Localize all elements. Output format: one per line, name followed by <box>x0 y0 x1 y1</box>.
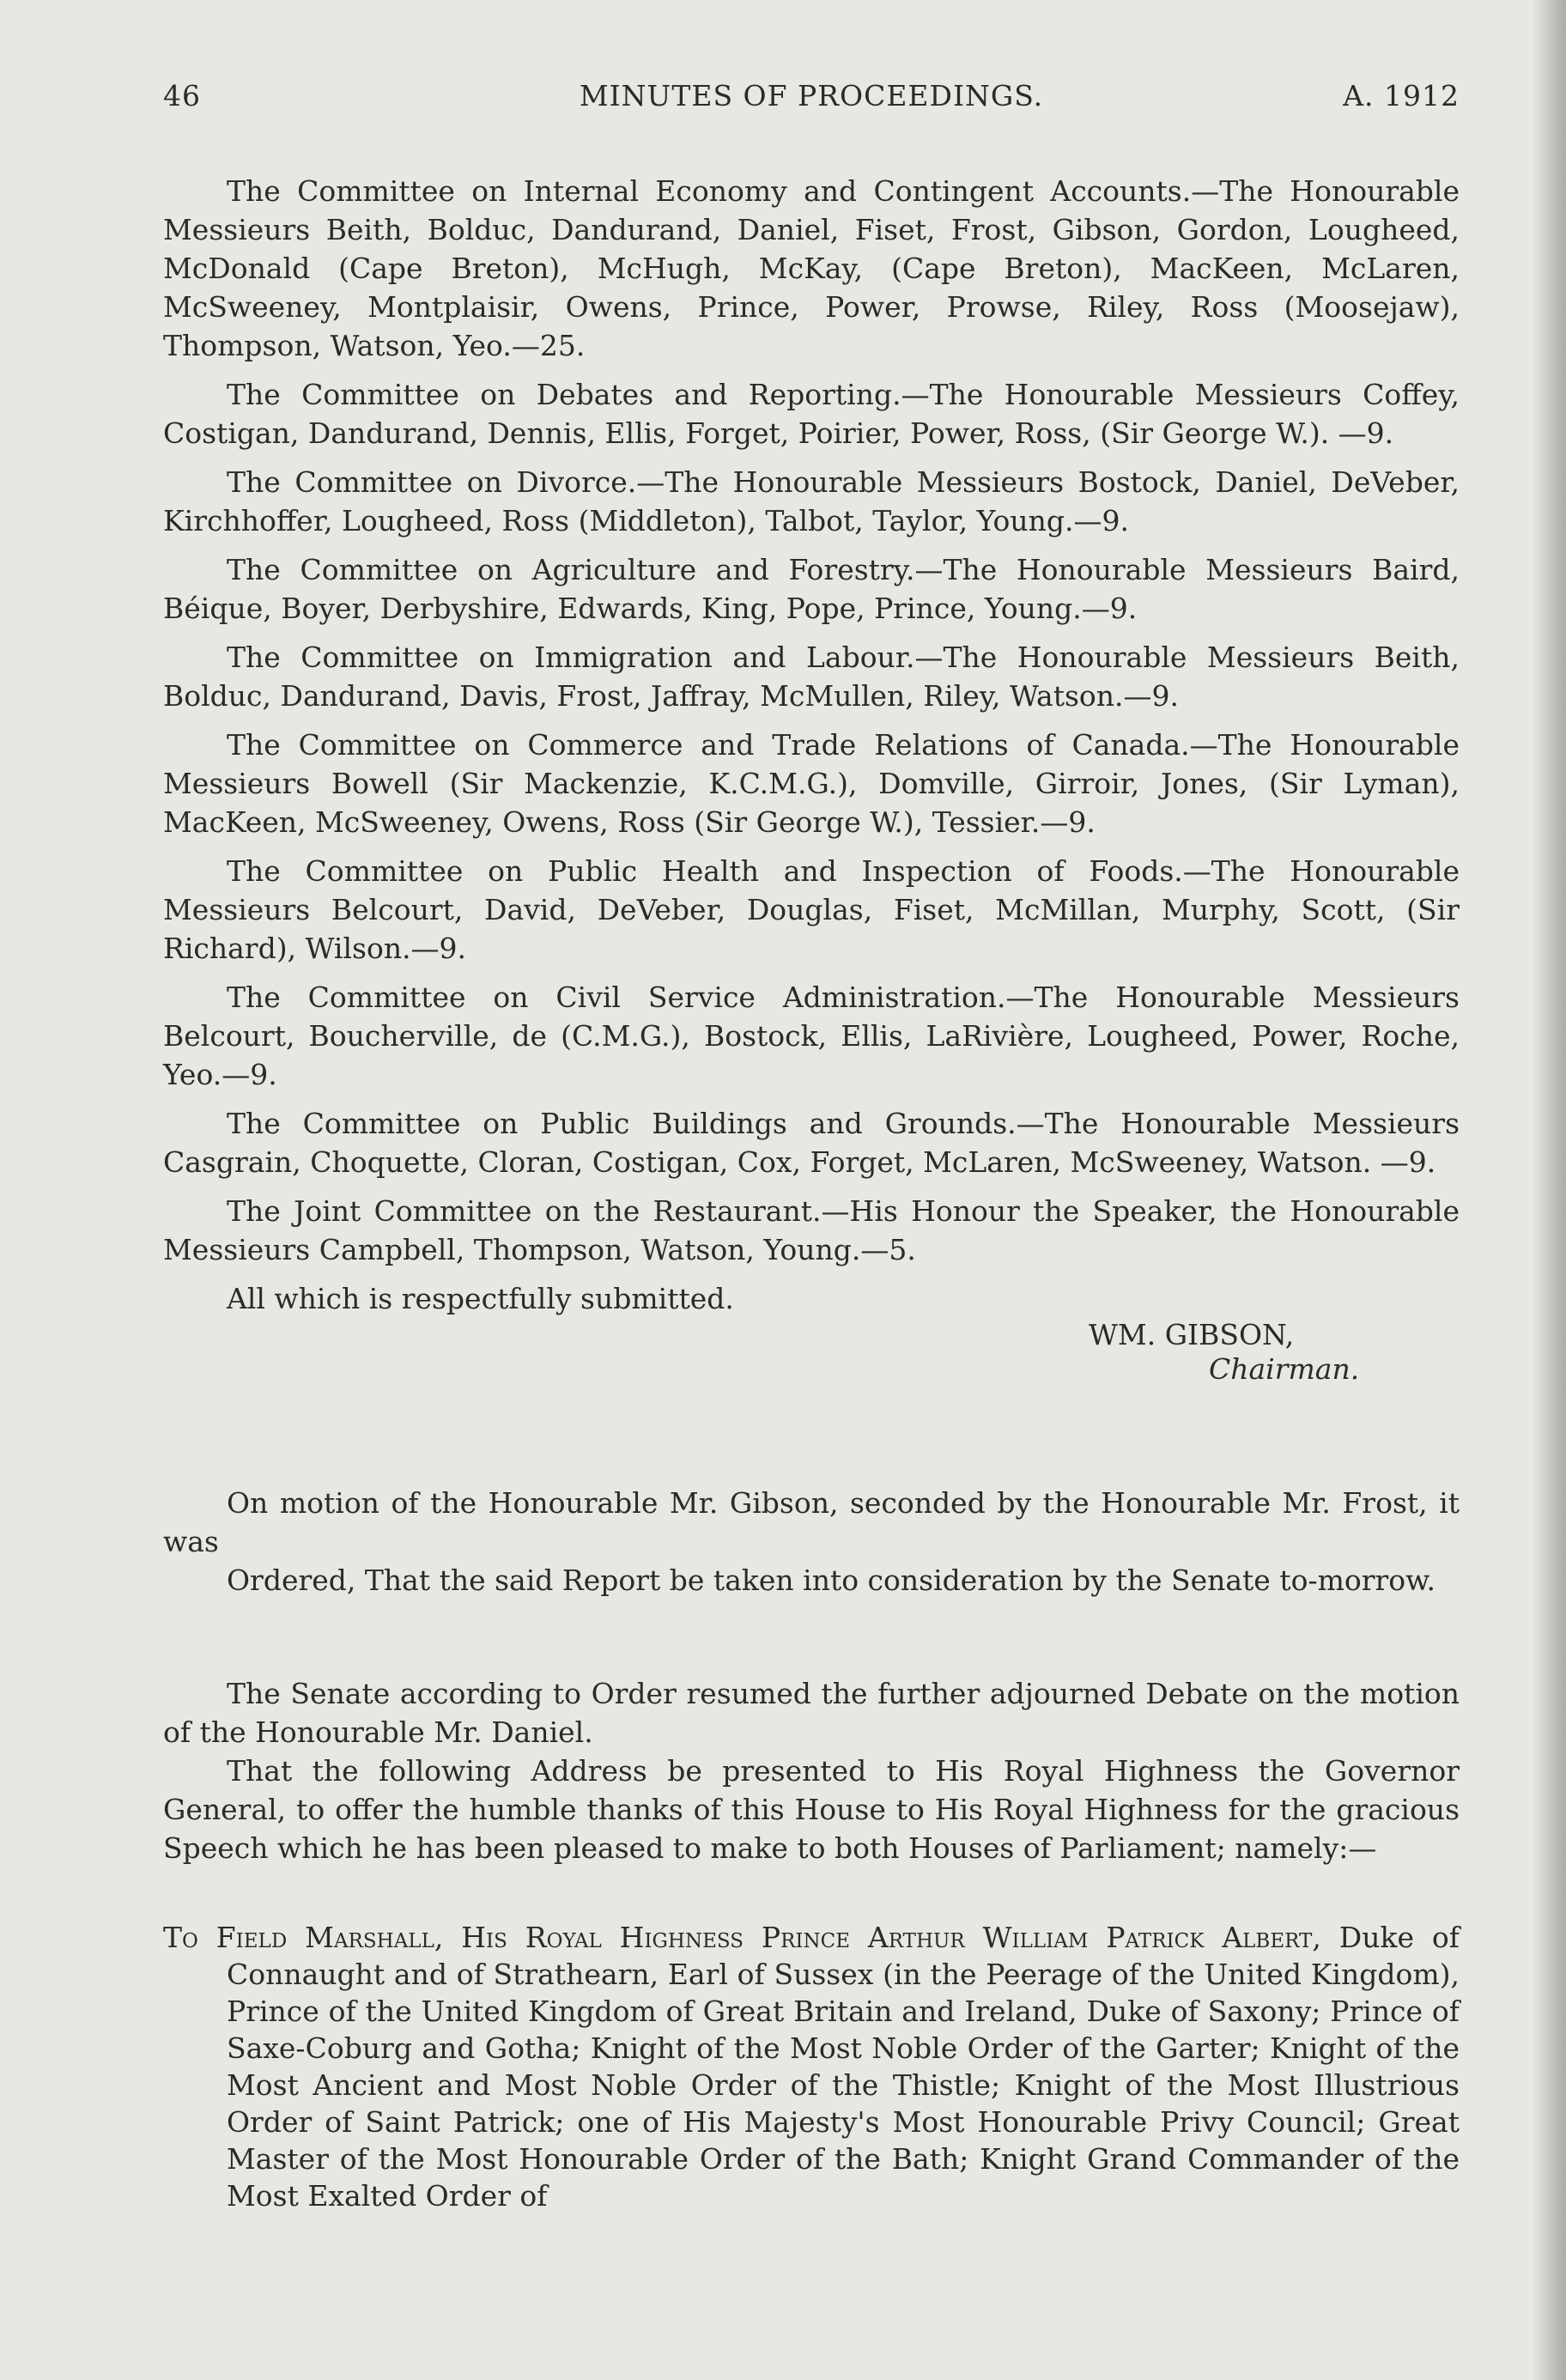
motion-section <box>163 1484 1460 1600</box>
signature-title: Chairman. <box>1209 1352 1360 1386</box>
committee-paragraph: The Committee on Internal Economy and Contingent Accounts.—The Honourable Messieurs Beith, Bolduc, Dandurand, Daniel, Fiset, Frost, Gibson, Gordon, Lougheed, McDonald (Cape Breton), McHugh, McKay, (Cape Breton), MacKeen, McLaren, McSweeney, Montplaisir, Owens, Prince, Power, Prowse, Riley, Ross (Moosejaw), Thompson, Watson, Yeo.—25. <box>163 174 1460 362</box>
page-number: 46 <box>163 79 201 112</box>
page-edge-shadow <box>1532 0 1566 2380</box>
address-body: Duke of Connaught and of Strathearn, Earl of Sussex (in the Peerage of the United Kingdom), Prince of the United Kingdom of Great Britain and Ireland, Duke of Saxony; Prince of Saxe-Coburg and Gotha; Knight of the Most Noble Order of the Garter; Knight of the Most Ancient and Most Noble Order of the Thistle; Knight of the Most Illustrious Order of Saint Patrick; one of His Majesty's Most Honourable Privy Council; Great Master of the Most Honourable Order of the Bath; Knight Grand Commander of the Most Exalted Order of <box>227 1921 1460 2213</box>
committee-paragraph: The Committee on Debates and Reporting.—The Honourable Messieurs Coffey, Costigan, Dandurand, Dennis, Ellis, Forget, Poirier, Power, Ross, (Sir George W.). —9. <box>163 378 1460 450</box>
address-salutation <box>163 1919 1460 2214</box>
submitted-line: All which is respectfully submitted. <box>227 1282 734 1315</box>
signature-block <box>163 1318 1460 1387</box>
signature-name: WM. GIBSON, <box>1089 1318 1295 1351</box>
committee-paragraph: The Joint Committee on the Restaurant.—His Honour the Speaker, the Honourable Messieurs Campbell, Thompson, Watson, Young.—5. <box>163 1194 1460 1266</box>
debate-paragraph: The Senate according to Order resumed the further adjourned Debate on the motion of the Honourable Mr. Daniel. <box>163 1677 1460 1749</box>
debate-section <box>163 1674 1460 1867</box>
address-intro-paragraph: That the following Address be presented to His Royal Highness the Governor General, to offer the humble thanks of this House to His Royal Highness for the gracious Speech which he has been pleased to make to both Houses of Parliament; namely:— <box>163 1754 1460 1865</box>
committee-paragraph: The Committee on Divorce.—The Honourable Messieurs Bostock, Daniel, DeVeber, Kirchhoffer, Lougheed, Ross (Middleton), Talbot, Taylor, Young.—9. <box>163 465 1460 537</box>
motion-paragraph: On motion of the Honourable Mr. Gibson, seconded by the Honourable Mr. Frost, it was <box>163 1486 1460 1558</box>
committee-list <box>163 172 1460 1387</box>
address-lead: To Field Marshall, His Royal Highness Prince Arthur William Patrick Albert, <box>163 1921 1321 1954</box>
order-paragraph: Ordered, That the said Report be taken into consideration by the Senate to-morrow. <box>227 1563 1436 1597</box>
committee-paragraph: The Committee on Civil Service Administration.—The Honourable Messieurs Belcourt, Boucherville, de (C.M.G.), Bostock, Ellis, LaRivière, Lougheed, Power, Roche, Yeo.—9. <box>163 981 1460 1091</box>
session-year: A. 1912 <box>1343 79 1460 112</box>
committee-paragraph: The Committee on Public Health and Inspection of Foods.—The Honourable Messieurs Belcourt, David, DeVeber, Douglas, Fiset, McMillan, Murphy, Scott, (Sir Richard), Wilson.—9. <box>163 854 1460 965</box>
committee-paragraph: The Committee on Immigration and Labour.—The Honourable Messieurs Beith, Bolduc, Dandurand, Davis, Frost, Jaffray, McMullen, Riley, Watson.—9. <box>163 641 1460 713</box>
page-header <box>163 79 1460 122</box>
committee-paragraph: The Committee on Public Buildings and Grounds.—The Honourable Messieurs Casgrain, Choquette, Cloran, Costigan, Cox, Forget, McLaren, McSweeney, Watson. —9. <box>163 1107 1460 1179</box>
running-title: MINUTES OF PROCEEDINGS. <box>579 79 1044 112</box>
committee-paragraph: The Committee on Commerce and Trade Relations of Canada.—The Honourable Messieurs Bowell (Sir Mackenzie, K.C.M.G.), Domville, Girroir, Jones, (Sir Lyman), MacKeen, McSweeney, Owens, Ross (Sir George W.), Tessier.—9. <box>163 728 1460 839</box>
committee-paragraph: The Committee on Agriculture and Forestry.—The Honourable Messieurs Baird, Béique, Boyer, Derbyshire, Edwards, King, Pope, Prince, Young.—9. <box>163 553 1460 625</box>
